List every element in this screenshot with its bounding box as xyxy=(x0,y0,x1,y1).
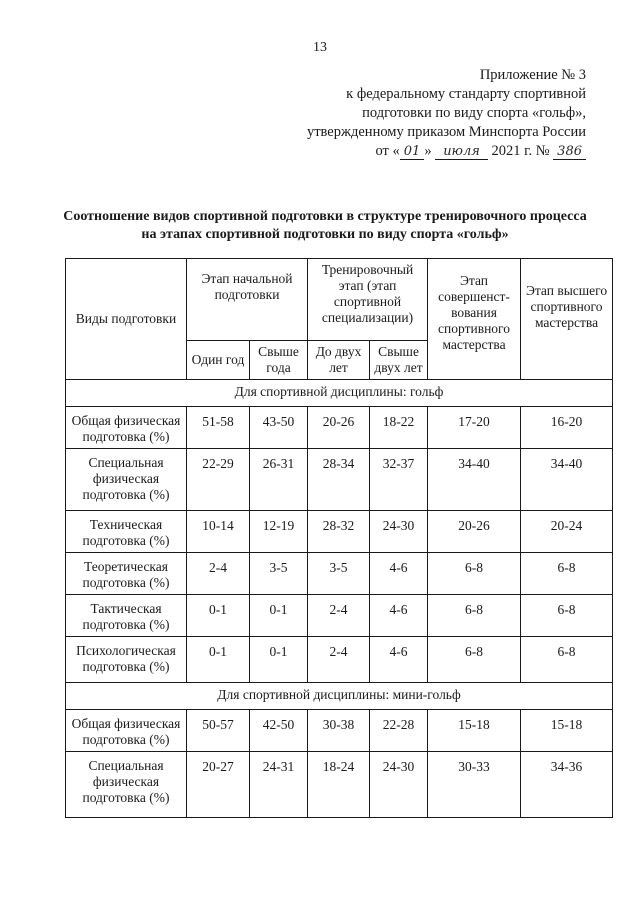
header-one-year: Один год xyxy=(187,341,250,380)
section-row xyxy=(66,683,613,710)
value-cell: 6-8 xyxy=(521,637,613,683)
value-cell: 20-26 xyxy=(428,511,521,553)
value-cell: 4-6 xyxy=(370,637,428,683)
value-cell: 22-28 xyxy=(370,710,428,752)
page-number: 13 xyxy=(313,40,327,55)
value-cell: 24-30 xyxy=(370,752,428,818)
table-row xyxy=(66,511,613,553)
value-cell: 34-36 xyxy=(521,752,613,818)
value-cell: 16-20 xyxy=(521,407,613,449)
value-cell: 4-6 xyxy=(370,553,428,595)
row-label: Техническая подготовка (%) xyxy=(66,511,187,553)
value-cell: 51-58 xyxy=(187,407,250,449)
document-title: Соотношение видов спортивной подготовки в структуре тренировочного процесса на этапах спортивной подготовки по виду спорта «гольф» xyxy=(63,209,587,242)
table-row xyxy=(66,553,613,595)
date-prefix: от « xyxy=(375,143,400,159)
value-cell: 6-8 xyxy=(521,553,613,595)
value-cell: 0-1 xyxy=(187,595,250,637)
value-cell: 24-30 xyxy=(370,511,428,553)
value-cell: 28-32 xyxy=(308,511,370,553)
table-row xyxy=(66,407,613,449)
appendix-line: подготовки по виду спорта «гольф», xyxy=(362,105,586,121)
value-cell: 2-4 xyxy=(308,595,370,637)
table-row xyxy=(66,710,613,752)
row-label: Общая физическая подготовка (%) xyxy=(66,710,187,752)
value-cell: 0-1 xyxy=(250,637,308,683)
row-label: Общая физическая подготовка (%) xyxy=(66,407,187,449)
table-row xyxy=(66,595,613,637)
handwritten-order-number: 386 xyxy=(553,144,586,160)
header-stage-perfection: Этап совершенст-вования спортивного мастерства xyxy=(428,259,521,380)
value-cell: 20-27 xyxy=(187,752,250,818)
value-cell: 3-5 xyxy=(308,553,370,595)
value-cell: 42-50 xyxy=(250,710,308,752)
header-over-year: Свыше года xyxy=(250,341,308,380)
value-cell: 2-4 xyxy=(187,553,250,595)
value-cell: 24-31 xyxy=(250,752,308,818)
value-cell: 20-26 xyxy=(308,407,370,449)
value-cell: 20-24 xyxy=(521,511,613,553)
header-stage-training: Тренировочный этап (этап спортивной специализации) xyxy=(308,259,428,341)
value-cell: 18-22 xyxy=(370,407,428,449)
value-cell: 50-57 xyxy=(187,710,250,752)
header-stage-initial: Этап начальной подготовки xyxy=(187,259,308,341)
table-row xyxy=(66,637,613,683)
value-cell: 17-20 xyxy=(428,407,521,449)
header-stage-highest: Этап высшего спортивного мастерства xyxy=(521,259,613,380)
year-text: 2021 г. № xyxy=(491,143,550,159)
row-label: Психологическая подготовка (%) xyxy=(66,637,187,683)
value-cell: 28-34 xyxy=(308,449,370,511)
value-cell: 15-18 xyxy=(428,710,521,752)
order-date-line xyxy=(306,142,586,161)
header-kinds: Виды подготовки xyxy=(66,259,187,380)
value-cell: 30-33 xyxy=(428,752,521,818)
row-label: Специальная физическая подготовка (%) xyxy=(66,449,187,511)
value-cell: 3-5 xyxy=(250,553,308,595)
handwritten-day: 01 xyxy=(400,144,425,160)
row-label: Тактическая подготовка (%) xyxy=(66,595,187,637)
appendix-title: Приложение № 3 xyxy=(479,67,586,83)
value-cell: 18-24 xyxy=(308,752,370,818)
value-cell: 12-19 xyxy=(250,511,308,553)
value-cell: 30-38 xyxy=(308,710,370,752)
value-cell: 43-50 xyxy=(250,407,308,449)
appendix-line: утвержденному приказом Минспорта России xyxy=(306,124,586,140)
value-cell: 6-8 xyxy=(428,553,521,595)
value-cell: 32-37 xyxy=(370,449,428,511)
value-cell: 10-14 xyxy=(187,511,250,553)
training-ratio-table xyxy=(65,258,613,818)
section-title: Для спортивной дисциплины: мини-гольф xyxy=(66,683,613,710)
value-cell: 4-6 xyxy=(370,595,428,637)
value-cell: 22-29 xyxy=(187,449,250,511)
handwritten-month: июля xyxy=(435,144,488,160)
value-cell: 15-18 xyxy=(521,710,613,752)
value-cell: 0-1 xyxy=(250,595,308,637)
row-label: Теоретическая подготовка (%) xyxy=(66,553,187,595)
date-mid: » xyxy=(424,143,432,159)
value-cell: 26-31 xyxy=(250,449,308,511)
table-row xyxy=(66,752,613,818)
section-row xyxy=(66,380,613,407)
value-cell: 34-40 xyxy=(428,449,521,511)
value-cell: 6-8 xyxy=(428,595,521,637)
value-cell: 2-4 xyxy=(308,637,370,683)
appendix-line: к федеральному стандарту спортивной xyxy=(346,86,586,102)
value-cell: 6-8 xyxy=(521,595,613,637)
section-title: Для спортивной дисциплины: гольф xyxy=(66,380,613,407)
table-row xyxy=(66,449,613,511)
value-cell: 34-40 xyxy=(521,449,613,511)
header-up-two-years: До двух лет xyxy=(308,341,370,380)
table-body xyxy=(66,380,613,818)
value-cell: 0-1 xyxy=(187,637,250,683)
header-over-two-years: Свыше двух лет xyxy=(370,341,428,380)
value-cell: 6-8 xyxy=(428,637,521,683)
appendix-header xyxy=(306,66,586,161)
row-label: Специальная физическая подготовка (%) xyxy=(66,752,187,818)
